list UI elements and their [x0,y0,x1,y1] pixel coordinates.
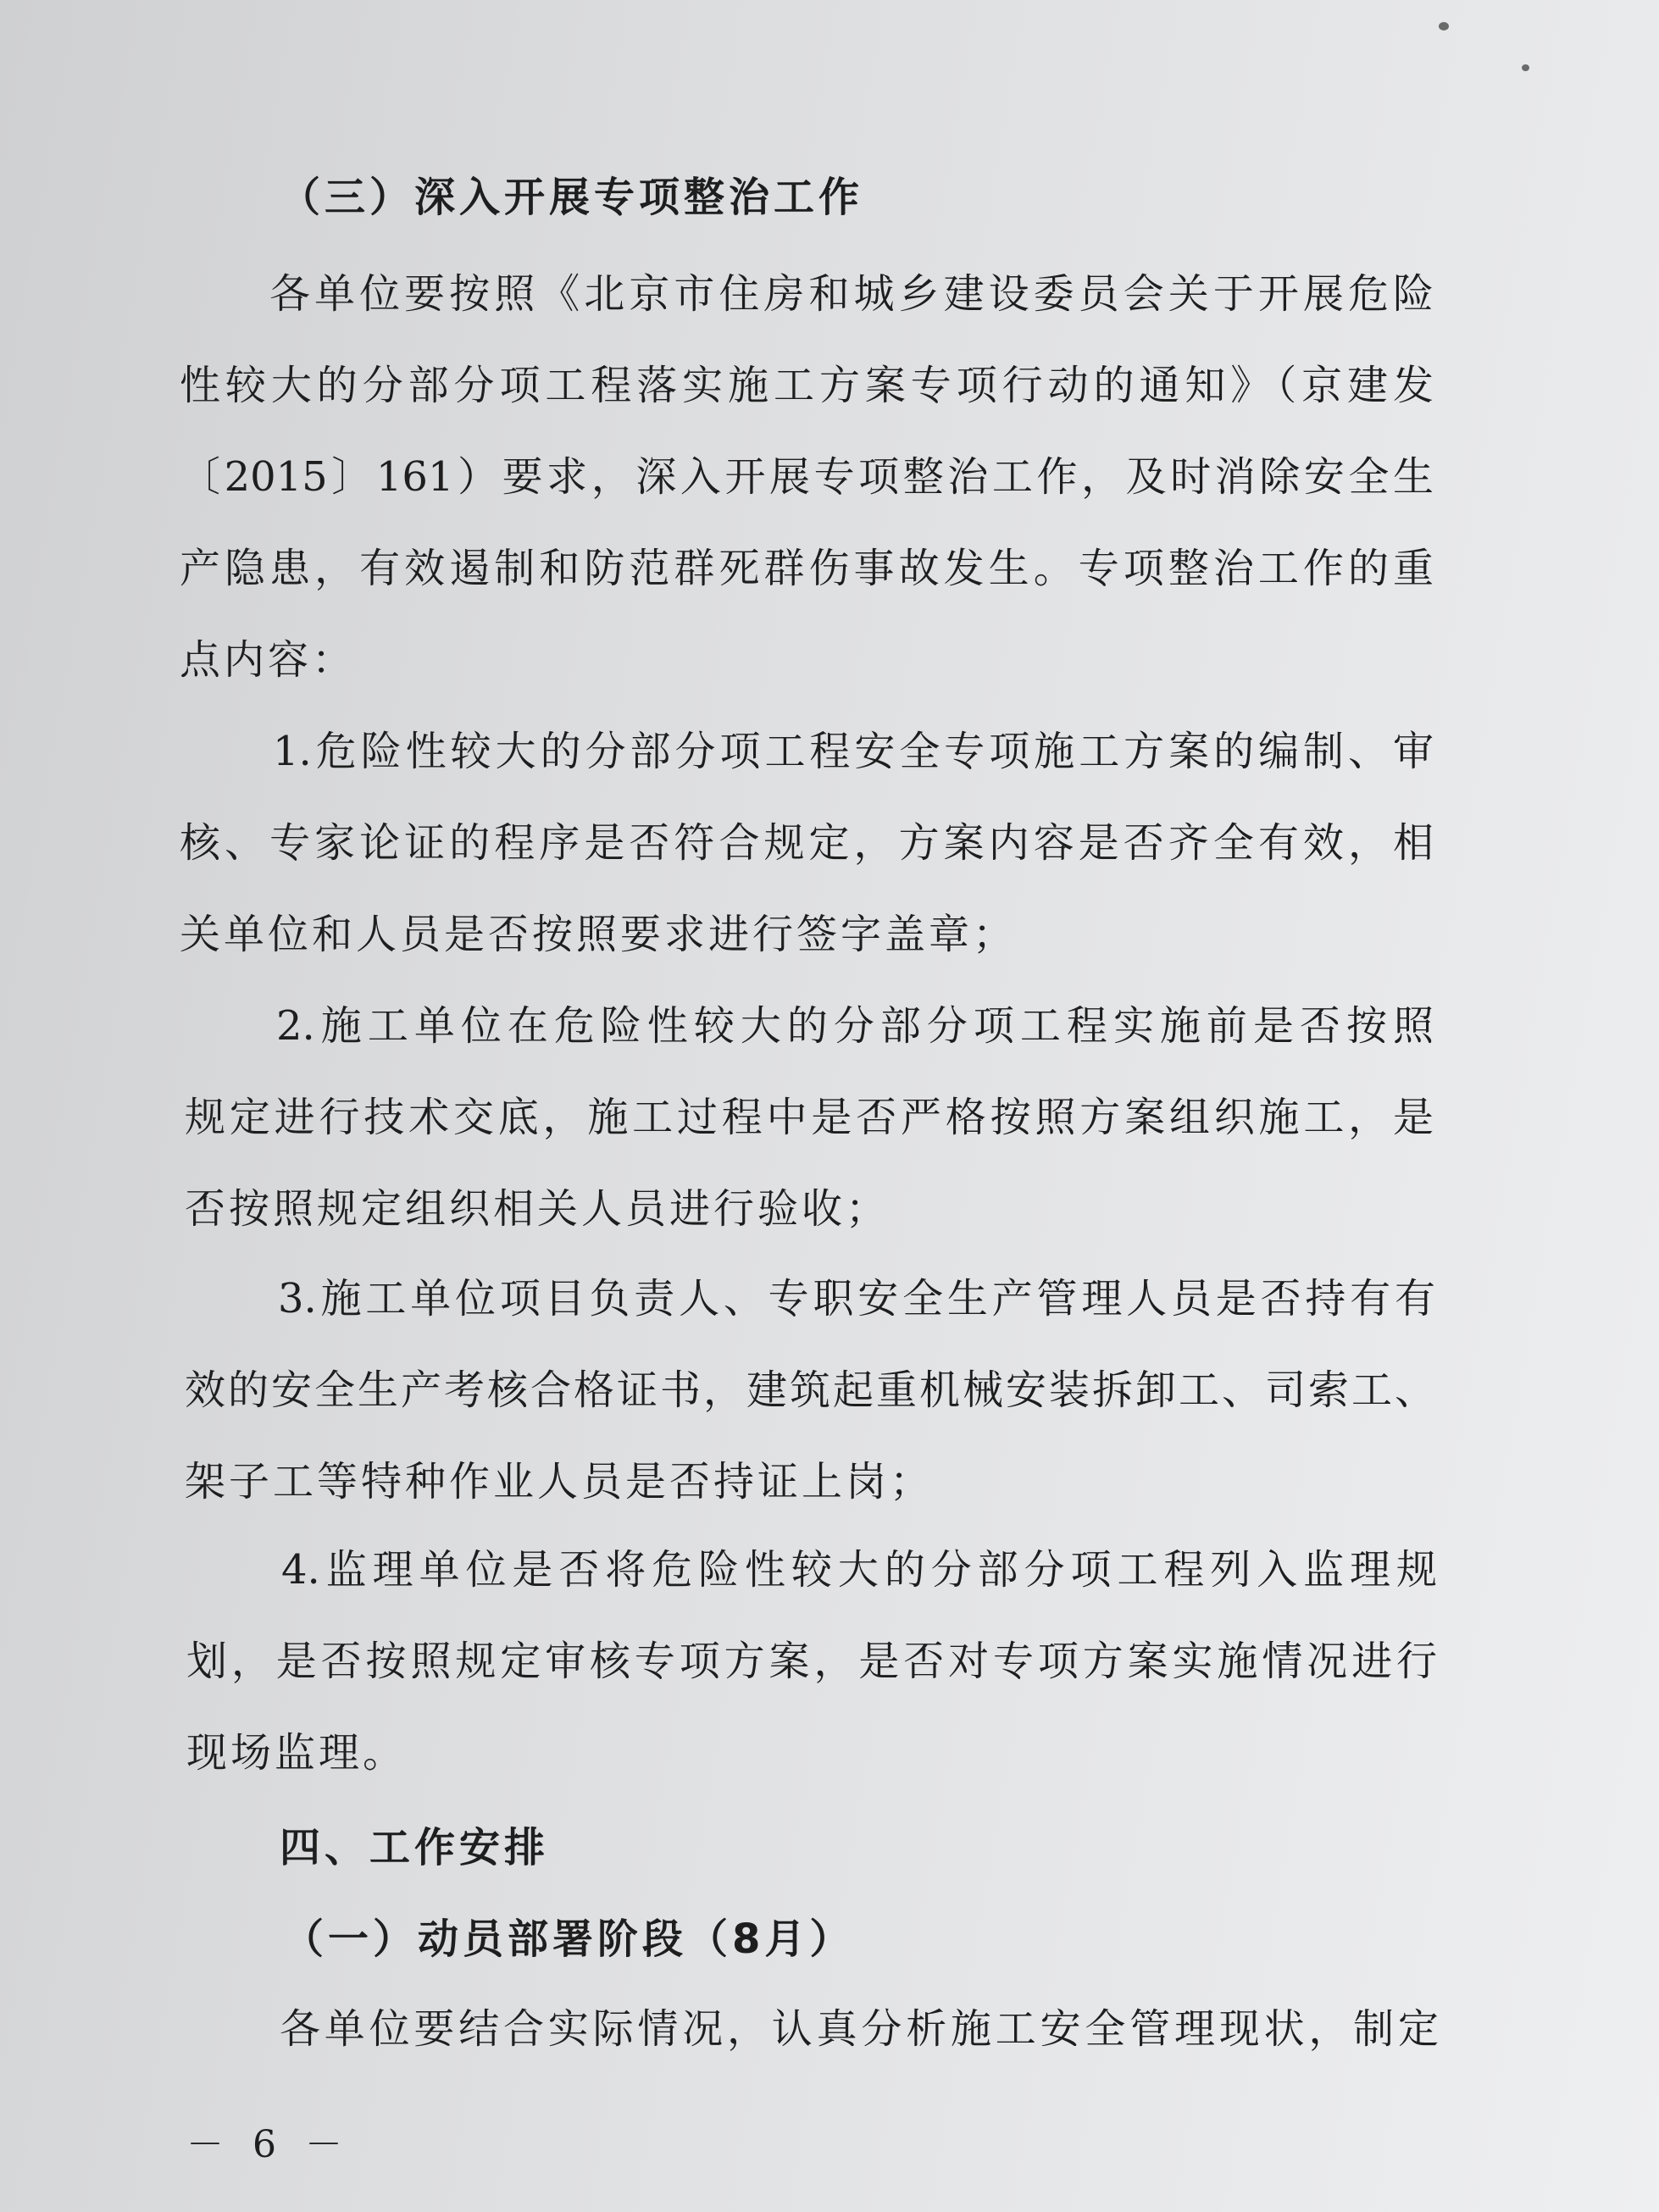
list-item-line: 关单位和人员是否按照要求进行签字盖章； [180,911,1018,958]
section-heading: （三）深入开展专项整治工作 [280,174,864,221]
paper-speck [1439,22,1449,30]
list-item-line: 2.施工单位在危险性较大的分部分项工程实施前是否按照 [276,1002,1434,1050]
list-item-line: 规定进行技术交底，施工过程中是否严格按照方案组织施工，是 [185,1094,1434,1141]
paragraph-line: 点内容： [180,636,357,684]
paragraph-line: 各单位要结合实际情况，认真分析施工安全管理现状，制定 [280,2005,1439,2053]
section-heading: 四、工作安排 [280,1824,550,1871]
list-item-line: 架子工等特种作业人员是否持证上岗； [185,1458,935,1505]
subsection-heading: （一）动员部署阶段（8月） [283,1915,855,1963]
list-item-line: 核、专家论证的程序是否符合规定，方案内容是否齐全有效，相 [180,819,1434,867]
list-item-line: 效的安全生产考核合格证书，建筑起重机械安装拆卸工、司索工、 [185,1367,1435,1414]
paper-speck [1522,64,1529,71]
paragraph-line: 各单位要按照《北京市住房和城乡建设委员会关于开展危险 [269,270,1434,318]
paragraph-line: 性较大的分部分项工程落实施工方案专项行动的通知》（京建发 [180,362,1434,409]
page-number: － 6 － [186,2123,351,2166]
list-item-line: 划，是否按照规定审核专项方案，是否对专项方案实施情况进行 [186,1638,1437,1685]
list-item-line: 否按照规定组织相关人员进行验收； [185,1185,891,1233]
list-item-line: 3.施工单位项目负责人、专职安全生产管理人员是否持有有 [278,1275,1435,1322]
list-item-line: 4.监理单位是否将危险性较大的分部分项工程列入监理规 [281,1546,1437,1594]
list-item-line: 1.危险性较大的分部分项工程安全专项施工方案的编制、审 [273,728,1434,775]
paragraph-line: 〔2015〕161）要求，深入开展专项整治工作，及时消除安全生 [180,453,1434,501]
paragraph-line: 产隐患，有效遏制和防范群死群伤事故发生。专项整治工作的重 [180,545,1434,592]
list-item-line: 现场监理。 [186,1729,408,1777]
